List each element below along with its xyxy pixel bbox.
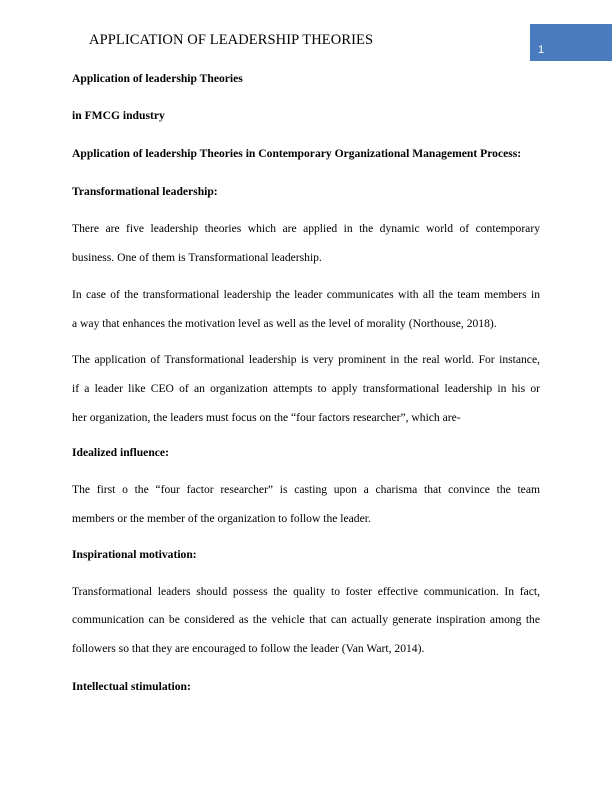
heading-intellectual-stimulation: Intellectual stimulation: bbox=[72, 680, 191, 693]
paragraph-2-line-1: In case of the transformational leadership the leader communicates with all the team members in bbox=[72, 288, 540, 301]
paragraph-5-line-1: Transformational leaders should possess the quality to foster effective communication. In fact, bbox=[72, 585, 540, 598]
paragraph-4-line-1: The first o the “four factor researcher” is casting upon a charisma that convince the team bbox=[72, 483, 540, 496]
heading-transformational-leadership: Transformational leadership: bbox=[72, 185, 218, 198]
paragraph-1-line-2: business. One of them is Transformational leadership. bbox=[72, 251, 322, 264]
paragraph-5-line-3: followers so that they are encouraged to follow the leader (Van Wart, 2014). bbox=[72, 642, 425, 655]
heading-inspirational-motivation: Inspirational motivation: bbox=[72, 548, 197, 561]
section-heading: Application of leadership Theories in Contemporary Organizational Management Process: bbox=[72, 147, 522, 160]
paragraph-3-line-2: if a leader like CEO of an organization attempts to apply transformational leadership in his or bbox=[72, 382, 540, 395]
heading-idealized-influence: Idealized influence: bbox=[72, 446, 169, 459]
paragraph-1-line-1: There are five leadership theories which are applied in the dynamic world of contemporary bbox=[72, 222, 540, 235]
page-number: 1 bbox=[538, 44, 545, 56]
running-head: APPLICATION OF LEADERSHIP THEORIES bbox=[89, 32, 374, 48]
title-line-2: in FMCG industry bbox=[72, 109, 165, 122]
title-line-1: Application of leadership Theories bbox=[72, 72, 243, 85]
paragraph-3-line-1: The application of Transformational leadership is very prominent in the real world. For instance, bbox=[72, 353, 540, 366]
paragraph-2-line-2: a way that enhances the motivation level as well as the level of morality (Northouse, 2018). bbox=[72, 317, 497, 330]
paragraph-5-line-2: communication can be considered as the vehicle that can actually generate inspiration among the bbox=[72, 613, 540, 626]
page-number-box bbox=[530, 24, 612, 61]
paragraph-4-line-2: members or the member of the organization to follow the leader. bbox=[72, 512, 371, 525]
paragraph-3-line-3: her organization, the leaders must focus on the “four factors researcher”, which are- bbox=[72, 411, 461, 424]
